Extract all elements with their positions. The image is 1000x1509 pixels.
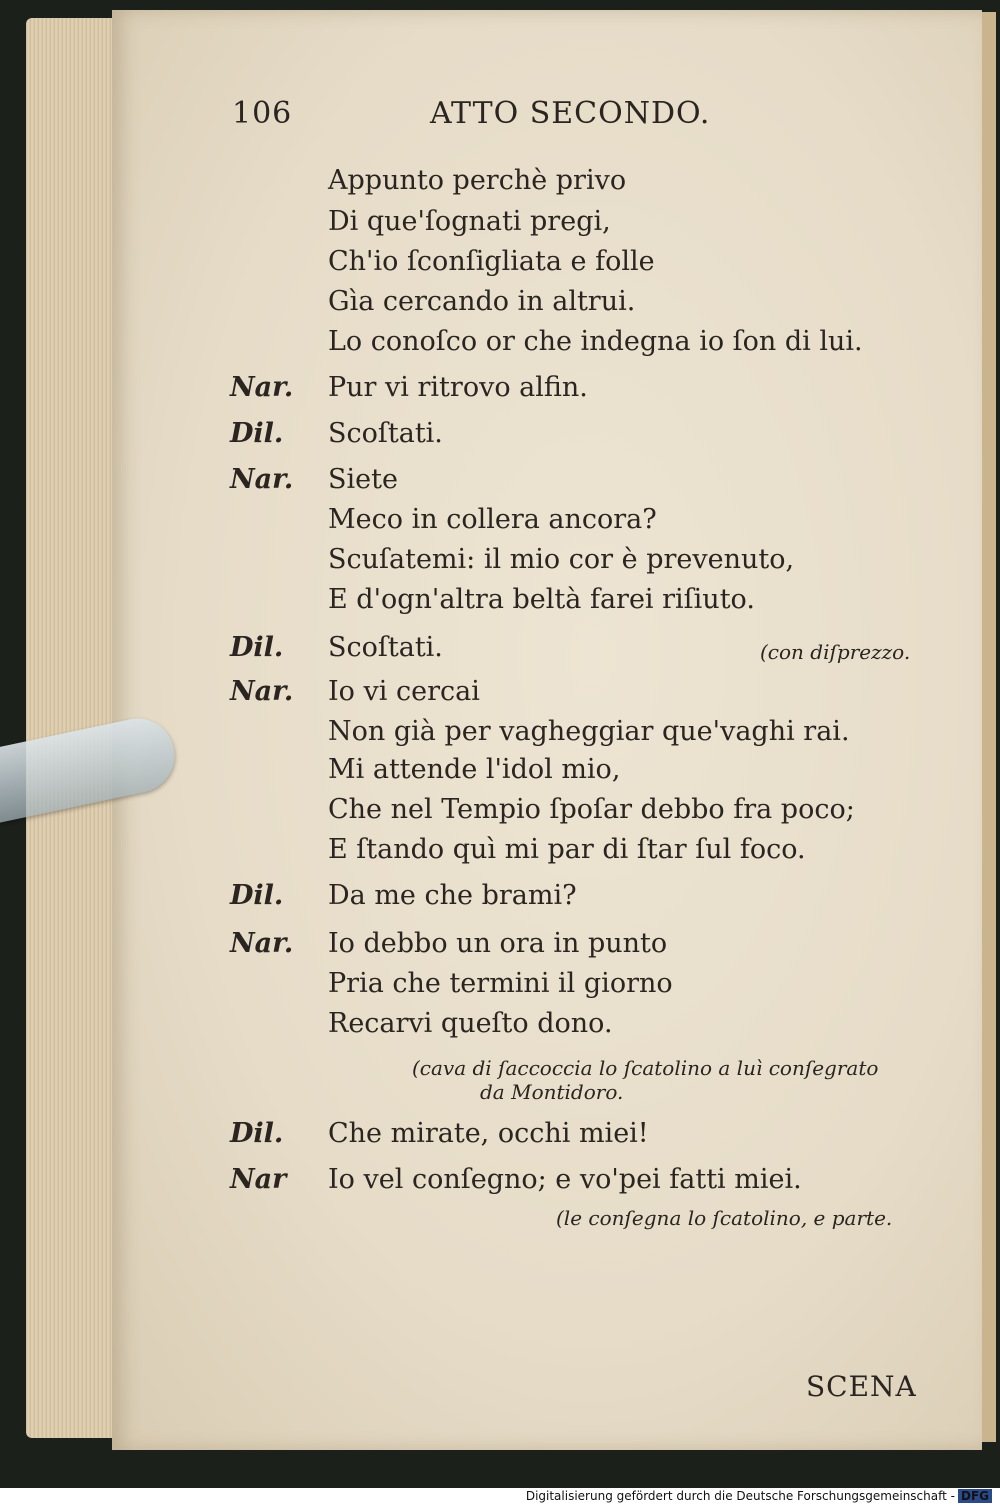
verse-line: Da me che brami? — [328, 880, 577, 911]
footer-text: Digitalisierung gefördert durch die Deutsche Forschungsgemeinschaft - — [525, 1489, 955, 1503]
speaker-label: Nar — [230, 1164, 287, 1195]
speaker-label: Nar. — [230, 676, 294, 707]
page-number: 106 — [232, 96, 293, 131]
footer-credit — [526, 1489, 992, 1503]
speaker-label: Dil. — [230, 880, 284, 911]
verse-line: Pria che termini il giorno — [328, 968, 673, 999]
verse-line: Che mirate, occhi miei! — [328, 1118, 649, 1149]
stage-direction: da Montidoro. — [480, 1080, 624, 1104]
verse-line: Scoſtati. — [328, 632, 443, 663]
verse-line: Ch'io ſconſigliata e folle — [328, 246, 655, 277]
speaker-label: Nar. — [230, 372, 294, 403]
catchword: SCENA — [806, 1370, 917, 1403]
speaker-label: Dil. — [230, 632, 284, 663]
verse-line: Di que'ſognati pregi, — [328, 206, 611, 237]
verse-line: Lo conoſco or che indegna io ſon di lui. — [328, 326, 863, 357]
digitization-footer — [0, 1488, 1000, 1509]
verse-line: Scoſtati. — [328, 418, 443, 449]
verse-line: Io vel conſegno; e vo'pei fatti miei. — [328, 1164, 802, 1195]
verse-line: Io debbo un ora in punto — [328, 928, 668, 959]
verse-line: Recarvi queſto dono. — [328, 1008, 613, 1039]
stage-direction: (cava di ſaccoccia lo ſcatolino a luì conſegrato — [412, 1056, 879, 1080]
verse-line: Scuſatemi: il mio cor è prevenuto, — [328, 544, 795, 575]
dfg-logo: DFG — [958, 1489, 992, 1503]
verse-line: Mi attende l'idol mio, — [328, 754, 621, 785]
verse-line: E d'ogn'altra beltà farei riſiuto. — [328, 584, 755, 615]
speaker-label: Nar. — [230, 928, 294, 959]
verse-line: Pur vi ritrovo alfin. — [328, 372, 588, 403]
verse-line: Siete — [328, 464, 398, 495]
stage-direction: (le conſegna lo ſcatolino, e parte. — [556, 1206, 893, 1230]
speaker-label: Dil. — [230, 418, 284, 449]
verse-line: Non già per vagheggiar que'vaghi rai. — [328, 716, 850, 747]
verse-line: Gìa cercando in altrui. — [328, 286, 636, 317]
speaker-label: Nar. — [230, 464, 294, 495]
running-title: ATTO SECONDO. — [430, 96, 711, 131]
verse-line: Io vi cercai — [328, 676, 480, 707]
book-right-edge — [982, 12, 996, 1442]
verse-line: Appunto perchè privo — [328, 165, 627, 196]
stage-direction: (con diſprezzo. — [760, 640, 911, 664]
verse-line: Meco in collera ancora? — [328, 504, 657, 535]
speaker-label: Dil. — [230, 1118, 284, 1149]
verse-line: Che nel Tempio ſpoſar debbo fra poco; — [328, 794, 855, 825]
verse-line: E ſtando quì mi par di ſtar ſul foco. — [328, 834, 806, 865]
